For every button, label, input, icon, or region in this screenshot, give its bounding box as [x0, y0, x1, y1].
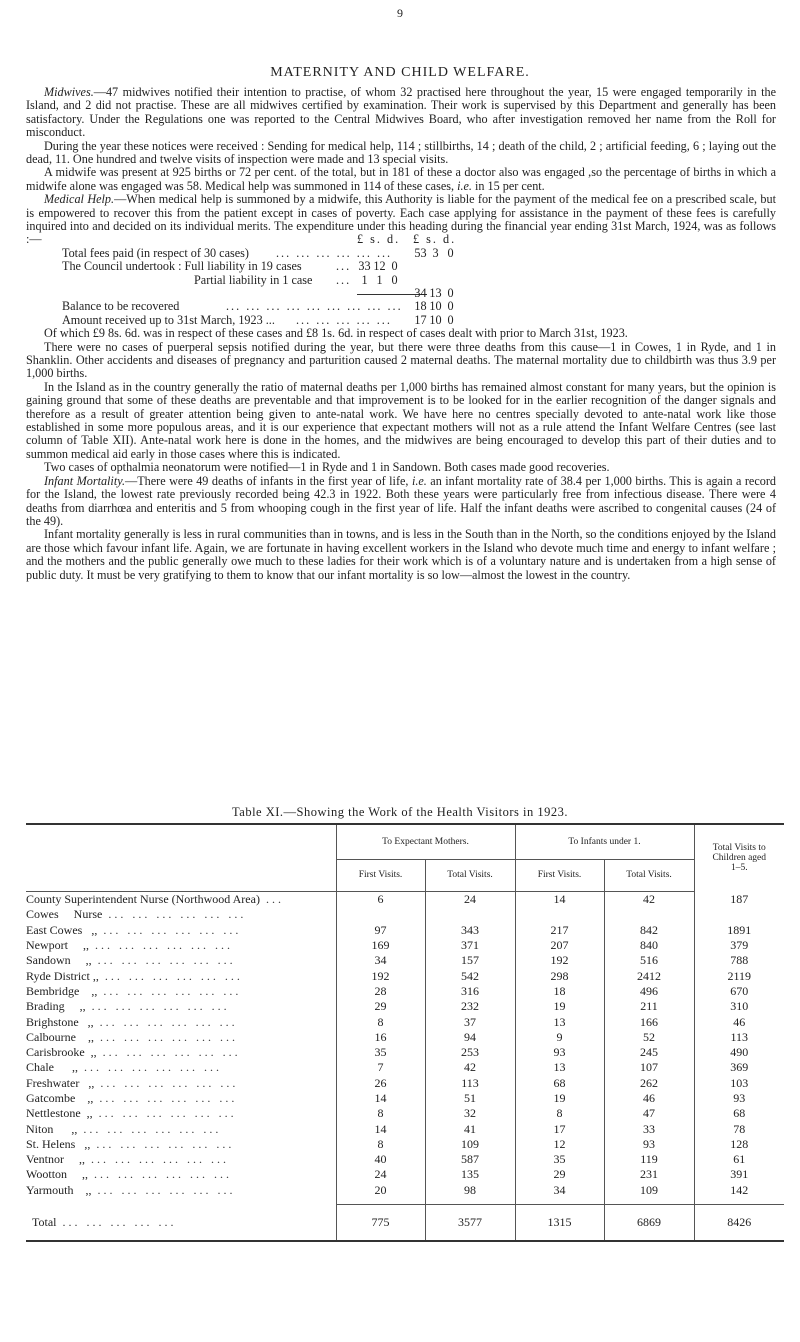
inf-first-cell: 13: [515, 1014, 604, 1029]
expenditure-statement: [26, 233, 776, 327]
table-row: [26, 1045, 784, 1060]
area-name: Newport ,,: [26, 938, 89, 953]
children-cell: 369: [694, 1060, 784, 1075]
area-name-cell: [26, 1091, 336, 1106]
inf-total-cell: [604, 907, 694, 922]
area-name-cell: [26, 923, 336, 938]
received-row: [26, 314, 776, 327]
em-total-cell: 135: [425, 1167, 515, 1182]
inf-first-cell: [515, 907, 604, 922]
full-liability-label: The Council undertook : Full liability in 19 cases: [62, 259, 302, 274]
inf-total-cell: 496: [604, 984, 694, 999]
em-total-cell: 37: [425, 1014, 515, 1029]
area-name-cell: [26, 938, 336, 953]
midwives-paragraph: [26, 86, 776, 140]
area-name-cell: [26, 1030, 336, 1045]
leader-dots: ... ... ... ... ... ...: [88, 1167, 233, 1182]
table-header-row: [26, 824, 784, 859]
area-name-cell: [26, 1076, 336, 1091]
inf-total-cell: 6869: [604, 1204, 694, 1241]
table-row: [26, 1152, 784, 1167]
table-row: [26, 968, 784, 983]
section-heading: MATERNITY AND CHILD WELFARE.: [270, 65, 530, 80]
infant-mortality-text-1: —There were 49 deaths of infants in the first year of life,: [125, 473, 412, 488]
area-name-cell: [26, 892, 336, 908]
em-first-cell: 6: [336, 892, 425, 908]
received-label: Amount received up to 31st March, 1923 ...: [62, 312, 275, 327]
received-amount: 17 10 0: [414, 312, 454, 327]
area-name: Chale ,,: [26, 1060, 78, 1075]
children-cell: 68: [694, 1106, 784, 1121]
table-row: [26, 907, 784, 922]
area-name-cell: [26, 968, 336, 983]
leader-dots: ... ... ... ... ... ...: [96, 1045, 241, 1060]
leader-dots: ...: [336, 272, 352, 287]
infant-mortality-text-2: an infant mortality rate of 38.4 per 1,000 births. This is again a record for the Island, the lowest rate previously recorded being 42.3 in 1922. Both these years were particularly free from infectious disease. There were 4 deaths from diarrhœa and enteritis and 5 from whooping cough in the first year of life. Half the infant deaths were ascribed to congenital causes (24 of the 49).: [26, 473, 776, 528]
children-cell: 61: [694, 1152, 784, 1167]
fees-paid-amount: 53 3 0: [414, 245, 454, 260]
full-liability-amount: 33 12 0: [358, 259, 398, 274]
table-row: [26, 1091, 784, 1106]
inf-total-cell: 42: [604, 892, 694, 908]
area-name: Brading ,,: [26, 999, 86, 1014]
area-name: Freshwater ,,: [26, 1075, 95, 1090]
page-number: 9: [397, 6, 403, 20]
leader-dots: ... ... ... ... ... ...: [93, 1014, 238, 1029]
inf-first-header: First Visits.: [515, 859, 604, 892]
leader-dots: ... ... ... ... ...: [296, 312, 392, 327]
inf-total-cell: 166: [604, 1014, 694, 1029]
leader-dots: ... ... ... ... ... ...: [90, 1136, 235, 1151]
area-name-cell: [26, 984, 336, 999]
em-total-cell: [425, 907, 515, 922]
em-total-cell: 587: [425, 1152, 515, 1167]
em-first-cell: 8: [336, 1014, 425, 1029]
inf-total-cell: 840: [604, 938, 694, 953]
em-total-cell: 542: [425, 968, 515, 983]
em-first-cell: 14: [336, 1091, 425, 1106]
em-first-cell: 35: [336, 1045, 425, 1060]
em-total-cell: 24: [425, 892, 515, 908]
table-row: [26, 1167, 784, 1182]
leader-dots: ... ... ... ... ... ...: [89, 938, 233, 953]
inf-first-cell: 19: [515, 999, 604, 1014]
em-first-cell: 97: [336, 923, 425, 938]
inf-first-cell: 192: [515, 953, 604, 968]
leader-dots: ... ... ... ... ... ...: [102, 907, 247, 922]
leader-dots: ... ... ... ... ... ...: [98, 968, 243, 983]
ie-abbrev: i.e.: [457, 178, 472, 193]
area-header: [26, 824, 336, 859]
table-row: [26, 1137, 784, 1152]
inf-first-cell: 298: [515, 968, 604, 983]
area-name-cell: [26, 1137, 336, 1152]
rural-paragraph: Infant mortality generally is less in rural communities than in towns, and is less in the South than in the North, so the conditions enjoyed by the Island are those which favour infant life. Again, we are fortunate in having excellent workers in the Island who devote much time and energy to infant welfare ; and the mothers and the public generally owe much to these ladies for their work which is of a voluntary nature and is undertaken from a high sense of public duty. It must be very gratifying to them to know that our infant mortality is so low—almost the lowest in the country.: [26, 527, 776, 582]
area-name: Brighstone ,,: [26, 1014, 94, 1029]
inf-total-cell: 47: [604, 1106, 694, 1121]
partial-liability-row: [26, 274, 776, 287]
table-row: [26, 1183, 784, 1198]
leader-dots: ... ... ... ... ...: [56, 1214, 177, 1229]
area-name: Carisbrooke ,,: [26, 1045, 97, 1060]
area-name-cell: [26, 1204, 336, 1241]
em-total-header: Total Visits.: [425, 859, 515, 892]
infant-mortality-label: Infant Mortality.: [44, 473, 125, 488]
table-row: [26, 953, 784, 968]
midwife-present-end: in 15 per cent.: [471, 178, 545, 193]
em-total-cell: 32: [425, 1106, 515, 1121]
inf-first-cell: 29: [515, 1167, 604, 1182]
em-total-cell: 343: [425, 923, 515, 938]
children-cell: 670: [694, 984, 784, 999]
leader-dots: ... ... ... ... ... ...: [85, 1152, 229, 1167]
em-total-cell: 232: [425, 999, 515, 1014]
em-first-cell: 20: [336, 1183, 425, 1198]
leader-dots: ...: [336, 259, 352, 274]
inf-first-cell: 68: [515, 1076, 604, 1091]
table-row: [26, 923, 784, 938]
leader-dots: ... ... ... ... ... ... ... ... ...: [226, 299, 403, 314]
inf-first-cell: 35: [515, 1152, 604, 1167]
table-row: [26, 1076, 784, 1091]
children-cell: 187: [694, 892, 784, 908]
balance-row: [26, 300, 776, 313]
area-name-cell: [26, 1183, 336, 1198]
area-name: Niton ,,: [26, 1121, 78, 1136]
maternal-mortality-paragraph: In the Island as in the country generally the ratio of maternal deaths per 1,000 births has remained almost constant for many years, but the opinion is gaining ground that some of these deaths are preventable and that improvement is to be looked for in the earlier recognition of the danger signals and therefore as a result of greater attention being given to ante-natal work. We have here no centres specially devoted to ante-natal work like those established in some more populous areas, and it is our experience that expectant mothers will not as a rule attend the Infant Welfare Centres (see last column of Table XII). Ante-natal work here is done in the homes, and the midwives are being encouraged to develop this part of their duties and to summon medical aid early in those cases where this is indicated.: [26, 379, 776, 461]
inf-first-cell: 12: [515, 1137, 604, 1152]
table-row: [26, 999, 784, 1014]
children-cell: 1891: [694, 923, 784, 938]
leader-dots: ... ... ... ... ... ...: [92, 1106, 237, 1121]
leader-dots: ... ... ... ... ... ...: [94, 1029, 238, 1044]
body-text: [26, 86, 776, 582]
area-name-cell: [26, 1045, 336, 1060]
em-first-cell: 8: [336, 1137, 425, 1152]
area-name: Gatcombe ,,: [26, 1091, 94, 1105]
em-total-cell: 253: [425, 1045, 515, 1060]
midwife-present-text: A midwife was present at 925 births or 72 per cent. of the total, but in 181 of these a doctor also was engaged ,so the percentage of births in which a midwife alone was engaged was 58. Medical help was summoned in 114 of these cases,: [26, 165, 776, 193]
em-first-cell: [336, 907, 425, 922]
area-name: St. Helens ,,: [26, 1136, 91, 1151]
leader-dots: ... ... ... ... ... ...: [93, 1091, 238, 1105]
infants-header: To Infants under 1.: [515, 824, 694, 859]
medical-help-text: —When medical help is summoned by a midwife, this Authority is liable for the payment of the medical fee on a prescribed scale, but is empowered to recover this from the patient except in cases of poverty. Each case applying for assistance in the payment of these fees is carefully inquired into and decided on its individual merits. The expenditure under this heading during the financial year ending 31st March, 1924, was as follows :—: [26, 192, 777, 247]
inf-first-cell: 14: [515, 892, 604, 908]
em-total-cell: 316: [425, 984, 515, 999]
table-row: [26, 938, 784, 953]
midwives-text: —47 midwives notified their intention to practise, of whom 32 practised here throughout the year, 15 were engaged temporarily in the Island, and 2 did not practise. These are all midwives certified by examination. Their work is supervised by this Department and generally has been satisfactory. Under the Regulations one was reported to the Central Midwives Board, who after investigation removed her name from the Roll for misconduct.: [26, 85, 776, 140]
inf-first-cell: 93: [515, 1045, 604, 1060]
inf-first-cell: 9: [515, 1030, 604, 1045]
children-cell: 78: [694, 1121, 784, 1136]
em-total-cell: 51: [425, 1091, 515, 1106]
em-total-cell: 109: [425, 1137, 515, 1152]
table-row: [26, 1121, 784, 1136]
area-name-cell: [26, 1152, 336, 1167]
inf-total-cell: 516: [604, 953, 694, 968]
leader-dots: ... ... ... ... ... ...: [97, 983, 242, 998]
inf-first-cell: 19: [515, 1091, 604, 1106]
inf-first-cell: 1315: [515, 1204, 604, 1241]
table-subheader-row: [26, 859, 784, 892]
partial-liability-label: Partial liability in 1 case: [194, 272, 313, 287]
em-total-cell: 3577: [425, 1204, 515, 1241]
leader-dots: ...: [259, 892, 284, 907]
area-name: Nettlestone ,,: [26, 1106, 93, 1121]
area-name: East Cowes ,,: [26, 922, 98, 937]
leader-dots: ... ... ... ... ... ...: [91, 1182, 236, 1197]
table-row: [26, 1014, 784, 1029]
em-first-cell: 26: [336, 1076, 425, 1091]
children-cell: 490: [694, 1045, 784, 1060]
inf-first-cell: 217: [515, 923, 604, 938]
em-total-cell: 113: [425, 1076, 515, 1091]
area-name: Total: [32, 1214, 57, 1229]
leader-dots: ... ... ... ... ... ...: [85, 999, 230, 1014]
table-caption: Table XI.—Showing the Work of the Health Visitors in 1923.: [232, 805, 568, 819]
notices-paragraph: During the year these notices were received : Sending for medical help, 114 ; stillbirths, 14 ; death of the child, 2 ; artificial feeding, 6 ; laying out the dead, 11. One hundred and twelve visits of inspection were made and 13 special visits.: [26, 138, 776, 167]
inf-total-cell: 231: [604, 1167, 694, 1182]
area-name: Wootton ,,: [26, 1167, 89, 1182]
expectant-mothers-header: To Expectant Mothers.: [336, 824, 515, 859]
children-cell: 93: [694, 1091, 784, 1106]
em-total-cell: 41: [425, 1121, 515, 1136]
em-total-cell: 371: [425, 938, 515, 953]
area-name-cell: [26, 1106, 336, 1121]
area-name-cell: [26, 1167, 336, 1182]
children-cell: 46: [694, 1014, 784, 1029]
inf-first-cell: 18: [515, 984, 604, 999]
em-first-cell: 40: [336, 1152, 425, 1167]
leader-dots: ... ... ... ... ... ...: [97, 922, 242, 937]
balance-label: Balance to be recovered: [62, 299, 180, 314]
area-name-cell: [26, 1060, 336, 1075]
children-cell: 103: [694, 1076, 784, 1091]
fees-paid-row: [26, 247, 776, 260]
children-header: Total Visits to Children aged 1–5.: [694, 824, 784, 892]
children-cell: 142: [694, 1183, 784, 1198]
inf-total-cell: 33: [604, 1121, 694, 1136]
fees-paid-label: Total fees paid (in respect of 30 cases): [62, 245, 249, 260]
area-name-cell: [26, 999, 336, 1014]
inf-total-cell: 262: [604, 1076, 694, 1091]
table-row: [26, 892, 784, 908]
inf-total-cell: 211: [604, 999, 694, 1014]
children-cell: 8426: [694, 1204, 784, 1241]
midwife-present-paragraph: [26, 166, 776, 193]
children-cell: 379: [694, 938, 784, 953]
health-visitors-table: [26, 823, 784, 1242]
em-first-cell: 7: [336, 1060, 425, 1075]
table-row: [26, 984, 784, 999]
leader-dots: ... ... ... ... ... ...: [94, 1075, 239, 1090]
infant-mortality-paragraph: [26, 475, 776, 529]
em-first-cell: 169: [336, 938, 425, 953]
inf-first-cell: 8: [515, 1106, 604, 1121]
leader-dots: ... ... ... ... ... ...: [91, 953, 236, 968]
area-name: Cowes Nurse: [26, 907, 103, 922]
inf-total-cell: 52: [604, 1030, 694, 1045]
balance-amount: 18 10 0: [414, 299, 454, 314]
area-subheader: [26, 859, 336, 892]
currency-head-2: £ s. d.: [413, 232, 457, 247]
area-name-cell: [26, 953, 336, 968]
em-first-cell: 775: [336, 1204, 425, 1241]
ie-abbrev: i.e.: [411, 473, 427, 488]
subtotal-row: [26, 287, 776, 300]
area-name: Ventnor ,,: [26, 1152, 85, 1167]
children-cell: [694, 907, 784, 922]
opthalmia-paragraph: Two cases of opthalmia neonatorum were notified—1 in Ryde and 1 in Sandown. Both cases made good recoveries.: [44, 460, 610, 475]
area-name-cell: [26, 1014, 336, 1029]
currency-head-1: £ s. d.: [357, 232, 401, 247]
children-cell: 391: [694, 1167, 784, 1182]
area-name: Yarmouth ,,: [26, 1182, 92, 1197]
currency-header-row: [26, 233, 776, 246]
em-first-cell: 24: [336, 1167, 425, 1182]
inf-total-header: Total Visits.: [604, 859, 694, 892]
inf-first-cell: 17: [515, 1121, 604, 1136]
inf-total-cell: 107: [604, 1060, 694, 1075]
em-total-cell: 157: [425, 953, 515, 968]
children-cell: 128: [694, 1137, 784, 1152]
puerperal-paragraph: There were no cases of puerperal sepsis notified during the year, but there were three deaths from this cause—1 in Cowes, 1 in Ryde, and 1 in Shanklin. Other accidents and diseases of pregnancy and parturition caused 2 maternal deaths. The maternal mortality due to childbirth was thus 3.9 per 1,000 births.: [26, 339, 776, 381]
inf-total-cell: 93: [604, 1137, 694, 1152]
children-cell: 788: [694, 953, 784, 968]
medical-help-label: Medical Help.: [44, 192, 115, 207]
area-name: County Superintendent Nurse (Northwood Area): [26, 892, 260, 907]
em-total-cell: 42: [425, 1060, 515, 1075]
table-total-row: [26, 1204, 784, 1241]
inf-total-cell: 245: [604, 1045, 694, 1060]
midwives-label: Midwives.: [44, 85, 94, 99]
subtotal-amount: 34 13 0: [414, 286, 454, 301]
table-body: [26, 892, 784, 1242]
area-name-cell: [26, 1121, 336, 1136]
inf-total-cell: 2412: [604, 968, 694, 983]
inf-first-cell: 34: [515, 1183, 604, 1198]
em-total-cell: 98: [425, 1183, 515, 1198]
em-first-header: First Visits.: [336, 859, 425, 892]
leader-dots: ... ... ... ... ... ...: [276, 245, 393, 260]
full-liability-row: [26, 260, 776, 273]
em-first-cell: 14: [336, 1121, 425, 1136]
em-first-cell: 16: [336, 1030, 425, 1045]
table-row: [26, 1106, 784, 1121]
em-first-cell: 8: [336, 1106, 425, 1121]
em-first-cell: 34: [336, 953, 425, 968]
children-cell: 2119: [694, 968, 784, 983]
leader-dots: ... ... ... ... ... ...: [78, 1060, 222, 1075]
area-name: Ryde District ,,: [26, 968, 99, 983]
em-total-cell: 94: [425, 1030, 515, 1045]
area-name: Bembridge ,,: [26, 983, 98, 998]
finance-note: Of which £9 8s. 6d. was in respect of these cases and £8 1s. 6d. in respect of cases dealt with prior to March 31st, 1923.: [44, 326, 628, 341]
em-first-cell: 28: [336, 984, 425, 999]
inf-total-cell: 842: [604, 923, 694, 938]
inf-first-cell: 13: [515, 1060, 604, 1075]
leader-dots: ... ... ... ... ... ...: [77, 1121, 222, 1136]
inf-total-cell: 46: [604, 1091, 694, 1106]
table-row: [26, 1060, 784, 1075]
inf-total-cell: 119: [604, 1152, 694, 1167]
em-first-cell: 29: [336, 999, 425, 1014]
inf-total-cell: 109: [604, 1183, 694, 1198]
em-first-cell: 192: [336, 968, 425, 983]
area-name: Calbourne ,,: [26, 1029, 94, 1044]
partial-liability-amount: 1 1 0: [361, 272, 398, 287]
table-row: [26, 1030, 784, 1045]
children-cell: 113: [694, 1030, 784, 1045]
area-name-cell: [26, 907, 336, 922]
children-cell: 310: [694, 999, 784, 1014]
inf-first-cell: 207: [515, 938, 604, 953]
area-name: Sandown ,,: [26, 953, 92, 968]
